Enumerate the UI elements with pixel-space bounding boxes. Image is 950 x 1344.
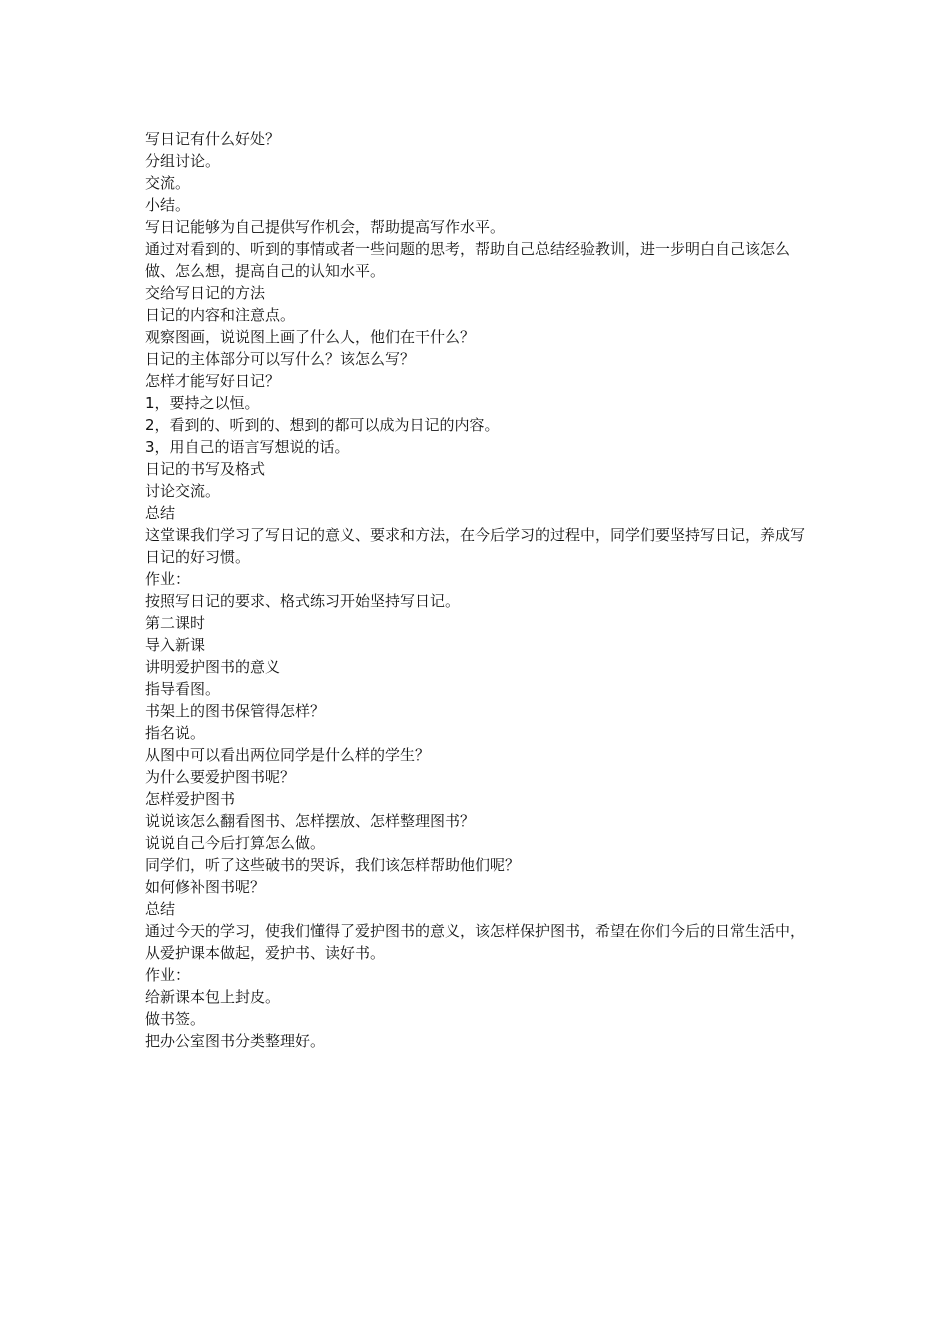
list-item: 把办公室图书分类整理好。 [145,1032,326,1050]
list-item: 2，看到的、听到的、想到的都可以成为日记的内容。 [145,416,500,434]
section-heading: 总结 [145,504,176,522]
paragraph: 写日记能够为自己提供写作机会，帮助提高写作水平。 [145,218,506,236]
section-heading: 怎样爱护图书 [145,790,236,808]
paragraph: 按照写日记的要求、格式练习开始坚持写日记。 [145,592,461,610]
section-heading: 日记的书写及格式 [145,460,266,478]
paragraph: 指导看图。 [145,680,221,698]
list-item: 3，用自己的语言写想说的话。 [145,438,350,456]
paragraph: 为什么要爱护图书呢？ [145,768,296,786]
paragraph: 从图中可以看出两位同学是什么样的学生？ [145,746,431,764]
paragraph: 通过对看到的、听到的事情或者一些问题的思考，帮助自己总结经验教训，进一步明白自己该怎么做、怎么想，提高自己的认知水平。 [145,240,791,280]
paragraph: 说说自己今后打算怎么做。 [145,834,326,852]
paragraph: 讲明爱护图书的意义 [145,658,281,676]
paragraph: 交流。 [145,174,191,192]
section-heading: 交给写日记的方法 [145,284,266,302]
paragraph: 指名说。 [145,724,206,742]
section-heading: 作业： [145,570,191,588]
paragraph: 如何修补图书呢？ [145,878,266,896]
paragraph: 这堂课我们学习了写日记的意义、要求和方法，在今后学习的过程中，同学们要坚持写日记，养成写日记的好习惯。 [145,526,806,566]
list-item: 做书签。 [145,1010,206,1028]
paragraph: 分组讨论。 [145,152,221,170]
paragraph: 观察图画，说说图上画了什么人，他们在干什么？ [145,328,476,346]
paragraph: 怎样才能写好日记？ [145,372,281,390]
paragraph: 日记的内容和注意点。 [145,306,296,324]
paragraph: 讨论交流。 [145,482,221,500]
paragraph: 通过今天的学习，使我们懂得了爱护图书的意义，该怎样保护图书，希望在你们今后的日常生活中，从爱护课本做起，爱护书、读好书。 [145,922,806,962]
paragraph: 同学们，听了这些破书的哭诉，我们该怎样帮助他们呢？ [145,856,521,874]
section-heading: 导入新课 [145,636,206,654]
paragraph: 日记的主体部分可以写什么？该怎么写？ [145,350,416,368]
paragraph: 书架上的图书保管得怎样？ [145,702,326,720]
document-body [145,128,805,1052]
paragraph: 写日记有什么好处？ [145,130,281,148]
section-heading: 总结 [145,900,176,918]
section-heading: 第二课时 [145,614,206,632]
list-item: 1，要持之以恒。 [145,394,260,412]
paragraph: 说说该怎么翻看图书、怎样摆放、怎样整理图书？ [145,812,476,830]
list-item: 给新课本包上封皮。 [145,988,281,1006]
section-heading: 作业： [145,966,191,984]
paragraph: 小结。 [145,196,191,214]
